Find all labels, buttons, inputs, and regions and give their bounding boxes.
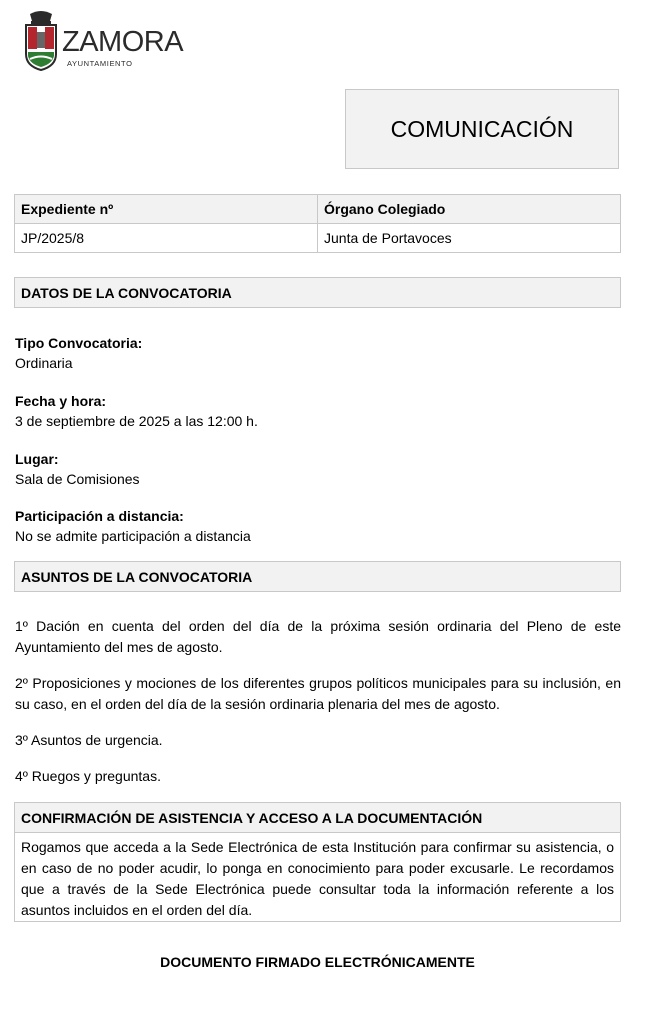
table-header-row — [15, 195, 621, 224]
field-label: Fecha y hora: — [15, 393, 107, 409]
document-type-box — [345, 89, 619, 169]
agenda-item-1: 1º Dación en cuenta del orden del día de la próxima sesión ordinaria del Pleno de este Ayuntamiento del mes de agosto. — [15, 618, 621, 655]
logo-wordmark: ZAMORA — [62, 26, 184, 58]
logo-subtitle: AYUNTAMIENTO — [67, 59, 133, 68]
expediente-table — [14, 194, 621, 253]
document-type-title: COMUNICACIÓN — [390, 115, 574, 142]
field-tipo — [15, 333, 142, 373]
field-value: No se admite participación a distancia — [15, 528, 251, 544]
expediente-value: JP/2025/8 — [15, 224, 318, 253]
field-label: Lugar: — [15, 451, 59, 467]
agenda-item-4: 4º Ruegos y preguntas. — [15, 768, 161, 784]
city-logo — [22, 10, 182, 72]
field-label: Tipo Convocatoria: — [15, 335, 143, 351]
organo-value: Junta de Portavoces — [318, 224, 621, 253]
coat-of-arms-icon — [22, 10, 60, 72]
field-fecha — [15, 391, 258, 431]
table-header-organo: Órgano Colegiado — [318, 195, 621, 224]
agenda-item-3: 3º Asuntos de urgencia. — [15, 732, 163, 748]
field-label: Participación a distancia: — [15, 508, 184, 524]
section-heading-asuntos: ASUNTOS DE LA CONVOCATORIA — [14, 561, 621, 592]
field-participacion — [15, 506, 251, 546]
field-lugar — [15, 449, 140, 489]
table-row — [15, 224, 621, 253]
section-heading-datos: DATOS DE LA CONVOCATORIA — [14, 277, 621, 308]
confirmacion-text: Rogamos que acceda a la Sede Electrónica de esta Institución para confirmar su asistencia, o en caso de no poder acudir, lo ponga en conocimiento para poder excusarle. Le recordamos que a través de la Sede Electrónica puede consultar toda la información referente a los asuntos incluidos en el orden del día. — [14, 832, 621, 922]
field-value: Ordinaria — [15, 355, 73, 371]
signed-notice: DOCUMENTO FIRMADO ELECTRÓNICAMENTE — [160, 954, 475, 970]
agenda-item-2: 2º Proposiciones y mociones de los diferentes grupos políticos municipales para su inclusión, en su caso, en el orden del día de la sesión ordinaria plenaria del mes de agosto. — [15, 675, 621, 712]
field-value: Sala de Comisiones — [15, 471, 140, 487]
field-value: 3 de septiembre de 2025 a las 12:00 h. — [15, 413, 258, 429]
table-header-expediente: Expediente nº — [15, 195, 318, 224]
section-heading-confirmacion: CONFIRMACIÓN DE ASISTENCIA Y ACCESO A LA DOCUMENTACIÓN — [14, 802, 621, 833]
